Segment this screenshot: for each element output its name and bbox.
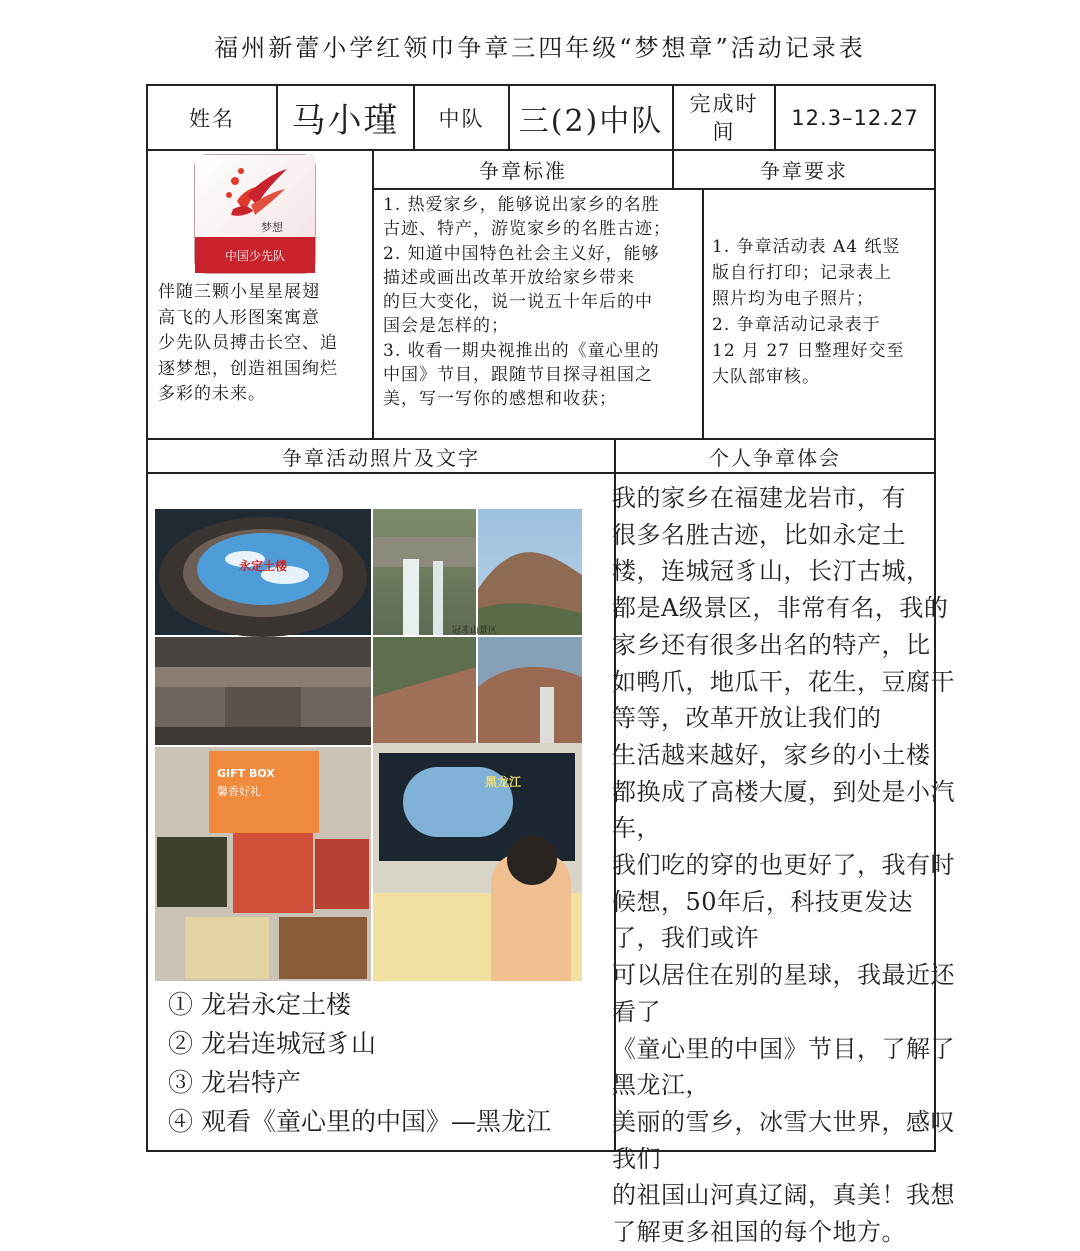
- photo-tulou-aerial: [155, 509, 371, 635]
- completion-time-value: 12.3–12.27: [791, 105, 919, 130]
- photo-mountain-cliff: [452, 509, 582, 636]
- divider: [372, 188, 936, 190]
- badge-description: 伴随三颗小星星展翅 高飞的人形图案寓意 少先队员搏击长空、追 逐梦想，创造祖国绚烂 多彩的未来。: [158, 282, 338, 404]
- standards-text: 1. 热爱家乡，能够说出家乡的名胜 古迹、特产，游览家乡的名胜古迹； 2. 知道中国特色社会主义好，能够 描述或画出改革开放给家乡带来 的巨大变化，说一说五十年后的中 国会是怎样的； 3. 收看一期央视推出的《童心里的 中国》节目，跟随节目探寻祖国之 美，写一写你的感想和收获；: [383, 195, 671, 410]
- photo-label-giftbox: GIFT BOX: [217, 767, 275, 780]
- photo-label-guanzhai: 冠豸山景区: [452, 626, 498, 636]
- reflection-text: 我的家乡在福建龙岩市，有 很多名胜古迹，比如永定土 楼，连城冠豸山，长汀古城， 都是A级景区，非常有名，我的 家乡还有很多出名的特产，比 如鸭爪，地瓜干，花生，豆腐干 等等，改革开放让我们的 生活越来越好，家乡的小土楼 都换成了高楼大厦，到处是小汽车， 我们吃的穿的也更好了，我有时 候想，50年后，科技更发达了，我们或许 可以居住在别的星球，我最近还看了 《童心里的中国》节目，了解了黑龙江， 美丽的雪乡，冰雪大世界，感叹我们 的祖国山河真辽阔，真美！我想 了解更多祖国的每个地方。: [612, 484, 955, 1247]
- photo-tv-program: [373, 743, 582, 981]
- badge-word: 梦想: [261, 221, 283, 234]
- photo-local-specialties: [155, 747, 371, 981]
- form-title: 福州新蕾小学红领巾争章三四年级“梦想章”活动记录表: [214, 34, 866, 62]
- requirements-text: 1. 争章活动表 A4 纸竖 版自行打印；记录表上 照片均为电子照片； 2. 争章活动记录表于 12 月 27 日整理好交至 大队部审核。: [712, 237, 905, 387]
- photo-label-giftbox-cn: 馨香好礼: [217, 785, 261, 798]
- completion-time-label-line1: 完成时: [689, 91, 759, 116]
- photo-label-tulou: 永定土楼: [239, 559, 288, 573]
- photo-cable-car: [478, 637, 582, 745]
- requirements-heading: 争章要求: [760, 159, 848, 183]
- activity-heading: 争章活动照片及文字: [282, 445, 480, 470]
- completion-time-label-line2: 间: [712, 119, 736, 144]
- name-label: 姓名: [189, 106, 235, 131]
- photo-captions: ① 龙岩永定土楼 ② 龙岩连城冠豸山 ③ 龙岩特产 ④ 观看《童心里的中国》—黑龙江: [168, 990, 551, 1136]
- dream-badge: [195, 155, 315, 273]
- badge-org: 中国少先队: [224, 249, 285, 263]
- photo-tulou-courtyard: [155, 637, 371, 745]
- reflection-heading: 个人争章体会: [709, 445, 841, 470]
- squad-label: 中队: [438, 106, 485, 131]
- divider: [372, 149, 374, 438]
- standards-heading: 争章标准: [479, 159, 567, 183]
- completion-time-label: [674, 86, 774, 149]
- divider: [146, 472, 936, 474]
- photo-label-tv: 黑龙江: [485, 775, 522, 789]
- name-value: 马小瑾: [291, 101, 400, 141]
- photo-red-rock: [373, 637, 476, 745]
- photo-waterfall: [373, 509, 476, 635]
- squad-value: 三(2)中队: [518, 103, 664, 139]
- divider: [702, 188, 704, 438]
